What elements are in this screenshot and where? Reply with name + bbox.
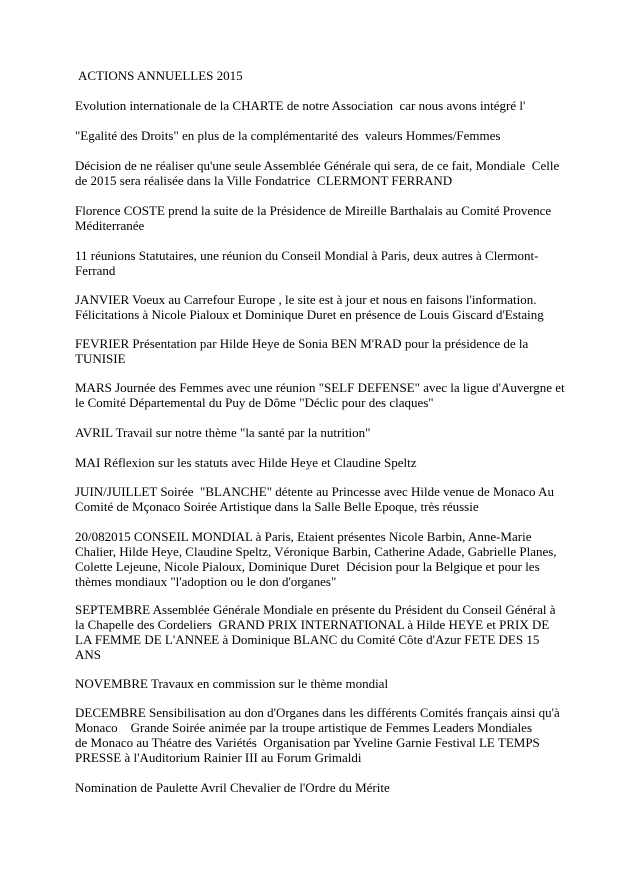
text-line: 20/082015 CONSEIL MONDIAL à Paris, Etaient présentes Nicole Barbin, Anne-Marie (75, 529, 532, 544)
paragraph-nomination (75, 780, 575, 795)
text-line: NOVEMBRE Travaux en commission sur le thème mondial (75, 676, 389, 691)
text-line: Comité de Mçonaco Soirée Artistique dans la Salle Belle Epoque, très réussie (75, 499, 479, 514)
text-line: le Comité Départemental du Puy de Dôme "Déclic pour des claques" (75, 395, 434, 410)
text-line: de 2015 sera réalisée dans la Ville Fondatrice CLERMONT FERRAND (75, 173, 453, 188)
text-line: Monaco Grande Soirée animée par la troupe artistique de Femmes Leaders Mondiales (75, 720, 533, 735)
text-line: DECEMBRE Sensibilisation au don d'Organes dans les différents Comités français ainsi qu'à (75, 705, 560, 720)
text-line: Félicitations à Nicole Pialoux et Dominique Duret en présence de Louis Giscard d'Estaing (75, 307, 544, 322)
text-line: Méditerranée (75, 218, 145, 233)
text-line: "Egalité des Droits" en plus de la complémentarité des valeurs Hommes/Femmes (75, 128, 501, 143)
paragraph-general-assembly (75, 158, 575, 188)
text-line: Florence COSTE prend la suite de la Présidence de Mireille Barthalais au Comité Provence (75, 203, 552, 218)
paragraph-february (75, 336, 575, 366)
text-line: de Monaco au Théatre des Variétés Organisation par Yveline Garnie Festival LE TEMPS (75, 735, 540, 750)
text-line: SEPTEMBRE Assemblée Générale Mondiale en présente du Président du Conseil Général à (75, 602, 556, 617)
text-line: 11 réunions Statutaires, une réunion du Conseil Mondial à Paris, deux autres à Clermont- (75, 248, 539, 263)
paragraph-december (75, 705, 575, 765)
text-line: Evolution internationale de la CHARTE de notre Association car nous avons intégré l' (75, 98, 526, 113)
paragraph-equal-rights (75, 128, 575, 143)
text-line: JANVIER Voeux au Carrefour Europe , le site est à jour et nous en faisons l'information. (75, 292, 537, 307)
text-line: thèmes mondiaux "l'adoption ou le don d'organes" (75, 574, 337, 589)
text-line: MARS Journée des Femmes avec une réunion "SELF DEFENSE" avec la ligue d'Auvergne et (75, 380, 565, 395)
text-line: MAI Réflexion sur les statuts avec Hilde Heye et Claudine Speltz (75, 455, 417, 470)
paragraph-june-july (75, 484, 575, 514)
paragraph-may (75, 455, 575, 470)
text-line: AVRIL Travail sur notre thème "la santé par la nutrition" (75, 425, 371, 440)
text-line: Ferrand (75, 263, 116, 278)
text-line: JUIN/JUILLET Soirée "BLANCHE" détente au Princesse avec Hilde venue de Monaco Au (75, 484, 554, 499)
text-line: FEVRIER Présentation par Hilde Heye de Sonia BEN M'RAD pour la présidence de la (75, 336, 529, 351)
paragraph-world-council (75, 529, 575, 589)
paragraph-charter (75, 98, 575, 113)
document-title: ACTIONS ANNUELLES 2015 (78, 68, 243, 83)
text-line: Nomination de Paulette Avril Chevalier de l'Ordre du Mérite (75, 780, 390, 795)
paragraph-march (75, 380, 575, 410)
text-line: TUNISIE (75, 351, 126, 366)
text-line: la Chapelle des Cordeliers GRAND PRIX INTERNATIONAL à Hilde HEYE et PRIX DE (75, 617, 550, 632)
paragraph-presidency (75, 203, 575, 233)
paragraph-april (75, 425, 575, 440)
text-line: Colette Lejeune, Nicole Pialoux, Dominique Duret Décision pour la Belgique et pour les (75, 559, 540, 574)
text-line: PRESSE à l'Auditorium Rainier III au Forum Grimaldi (75, 750, 362, 765)
text-line: ANS (75, 647, 102, 662)
text-line: Décision de ne réaliser qu'une seule Assemblée Générale qui sera, de ce fait, Mondiale Celle (75, 158, 560, 173)
paragraph-january (75, 292, 575, 322)
paragraph-meetings (75, 248, 575, 278)
paragraph-november (75, 676, 575, 691)
text-line: Chalier, Hilde Heye, Claudine Speltz, Véronique Barbin, Catherine Adade, Gabrielle Planes, (75, 544, 557, 559)
paragraph-september (75, 602, 575, 662)
text-line: LA FEMME DE L'ANNEE à Dominique BLANC du Comité Côte d'Azur FETE DES 15 (75, 632, 540, 647)
